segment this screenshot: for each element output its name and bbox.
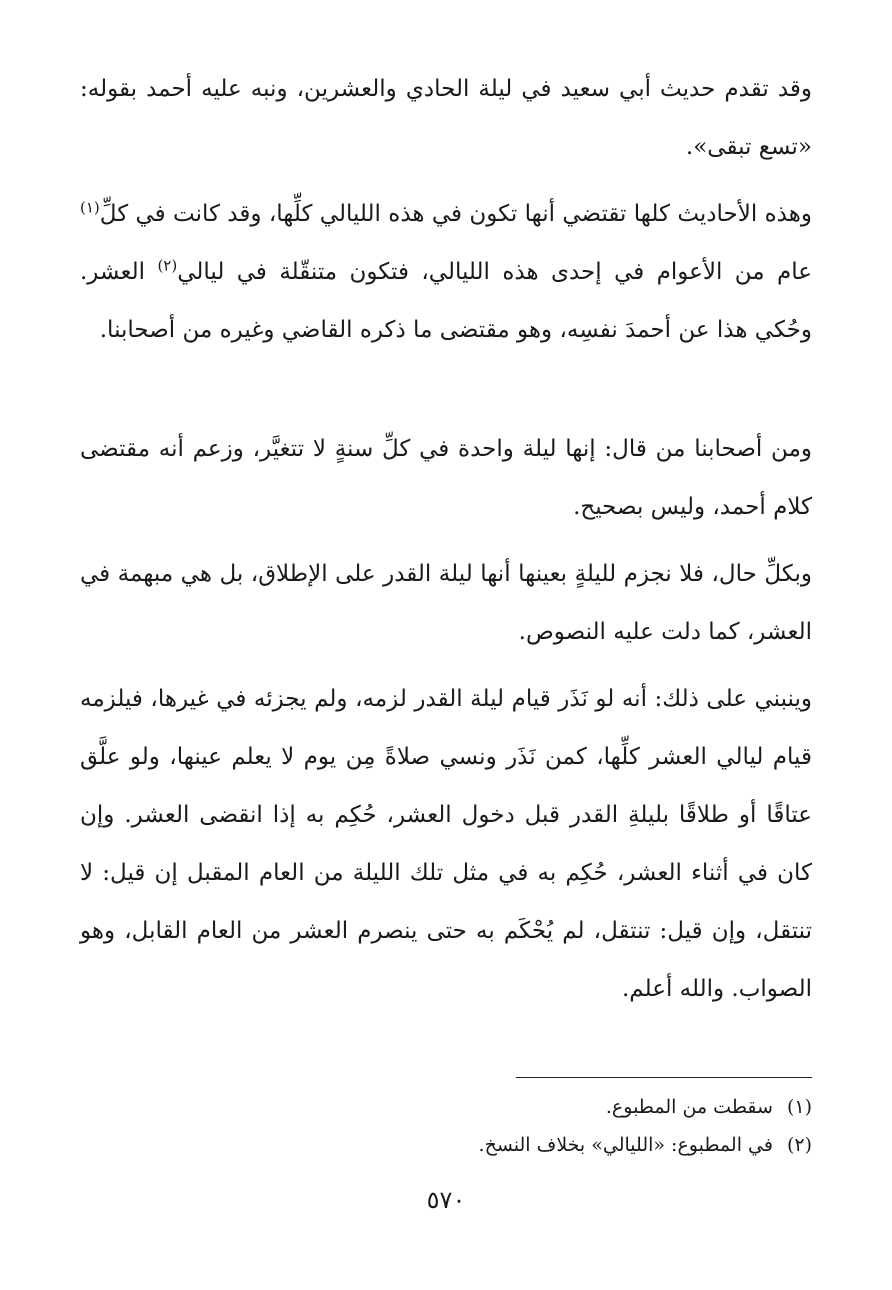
footnote-1-number: (١) bbox=[786, 1096, 812, 1118]
paragraph-2-text-b: عام من الأعوام في إحدى هذه الليالي، فتكون متنقّلة في ليالي bbox=[177, 259, 813, 285]
paragraph-4 bbox=[80, 545, 812, 661]
paragraph-3 bbox=[80, 420, 812, 536]
footnote-2-number: (٢) bbox=[786, 1134, 812, 1156]
paragraph-4-text: وبكلِّ حال، فلا نجزم لليلةٍ بعينها أنها ليلة القدر على الإطلاق، بل هي مبهمة في العشر، كما دلت عليه النصوص. bbox=[80, 561, 812, 645]
paragraph-1-text: وقد تقدم حديث أبي سعيد في ليلة الحادي والعشرين، ونبه عليه أحمد بقوله: «تسع تبقى». bbox=[80, 76, 812, 160]
footnotes bbox=[300, 1088, 812, 1164]
paragraph-2-text-c: العشر. وحُكي هذا عن أحمدَ نفسِه، وهو مقتضى ما ذكره القاضي وغيره من أصحابنا. bbox=[80, 259, 812, 343]
footnote-1-text: سقطت من المطبوع. bbox=[605, 1096, 773, 1118]
paragraph-2 bbox=[80, 185, 812, 359]
footnote-ref-1[interactable]: (١) bbox=[80, 198, 100, 217]
footnote-1 bbox=[300, 1088, 812, 1126]
paragraph-2-text-a: وهذه الأحاديث كلها تقتضي أنها تكون في هذه الليالي كلِّها، وقد كانت في كلِّ bbox=[99, 201, 812, 227]
paragraph-5 bbox=[80, 670, 812, 1018]
footnote-2-text: في المطبوع: «الليالي» بخلاف النسخ. bbox=[478, 1134, 773, 1156]
page-number: ٥٧٠ bbox=[426, 1186, 466, 1214]
paragraph-5-text: وينبني على ذلك: أنه لو نَذَر قيام ليلة القدر لزمه، ولم يجزئه في غيرها، فيلزمه قيام ليالي العشر كلِّها، كمن نَذَر ونسي صلاةً مِن يوم لا يعلم عينها، ولو علَّق عتاقًا أو طلاقًا بليلةِ القدر قبل دخول العشر، حُكِم به إذا انقضى العشر. وإن كان في أثناء العشر، حُكِم به في مثل تلك الليلة من العام المقبل إن قيل: لا تنتقل، وإن قيل: تنتقل، لم يُحْكَم به حتى ينصرم العشر من العام القابل، وهو الصواب. والله أعلم. bbox=[80, 686, 812, 1002]
paragraph-1 bbox=[80, 60, 812, 176]
footnote-2 bbox=[300, 1126, 812, 1164]
footnote-ref-2[interactable]: (٢) bbox=[157, 256, 178, 275]
paragraph-3-text: ومن أصحابنا من قال: إنها ليلة واحدة في كلِّ سنةٍ لا تتغيَّر، وزعم أنه مقتضى كلام أحمد، وليس بصحيح. bbox=[80, 436, 812, 520]
footnote-divider bbox=[516, 1077, 812, 1078]
